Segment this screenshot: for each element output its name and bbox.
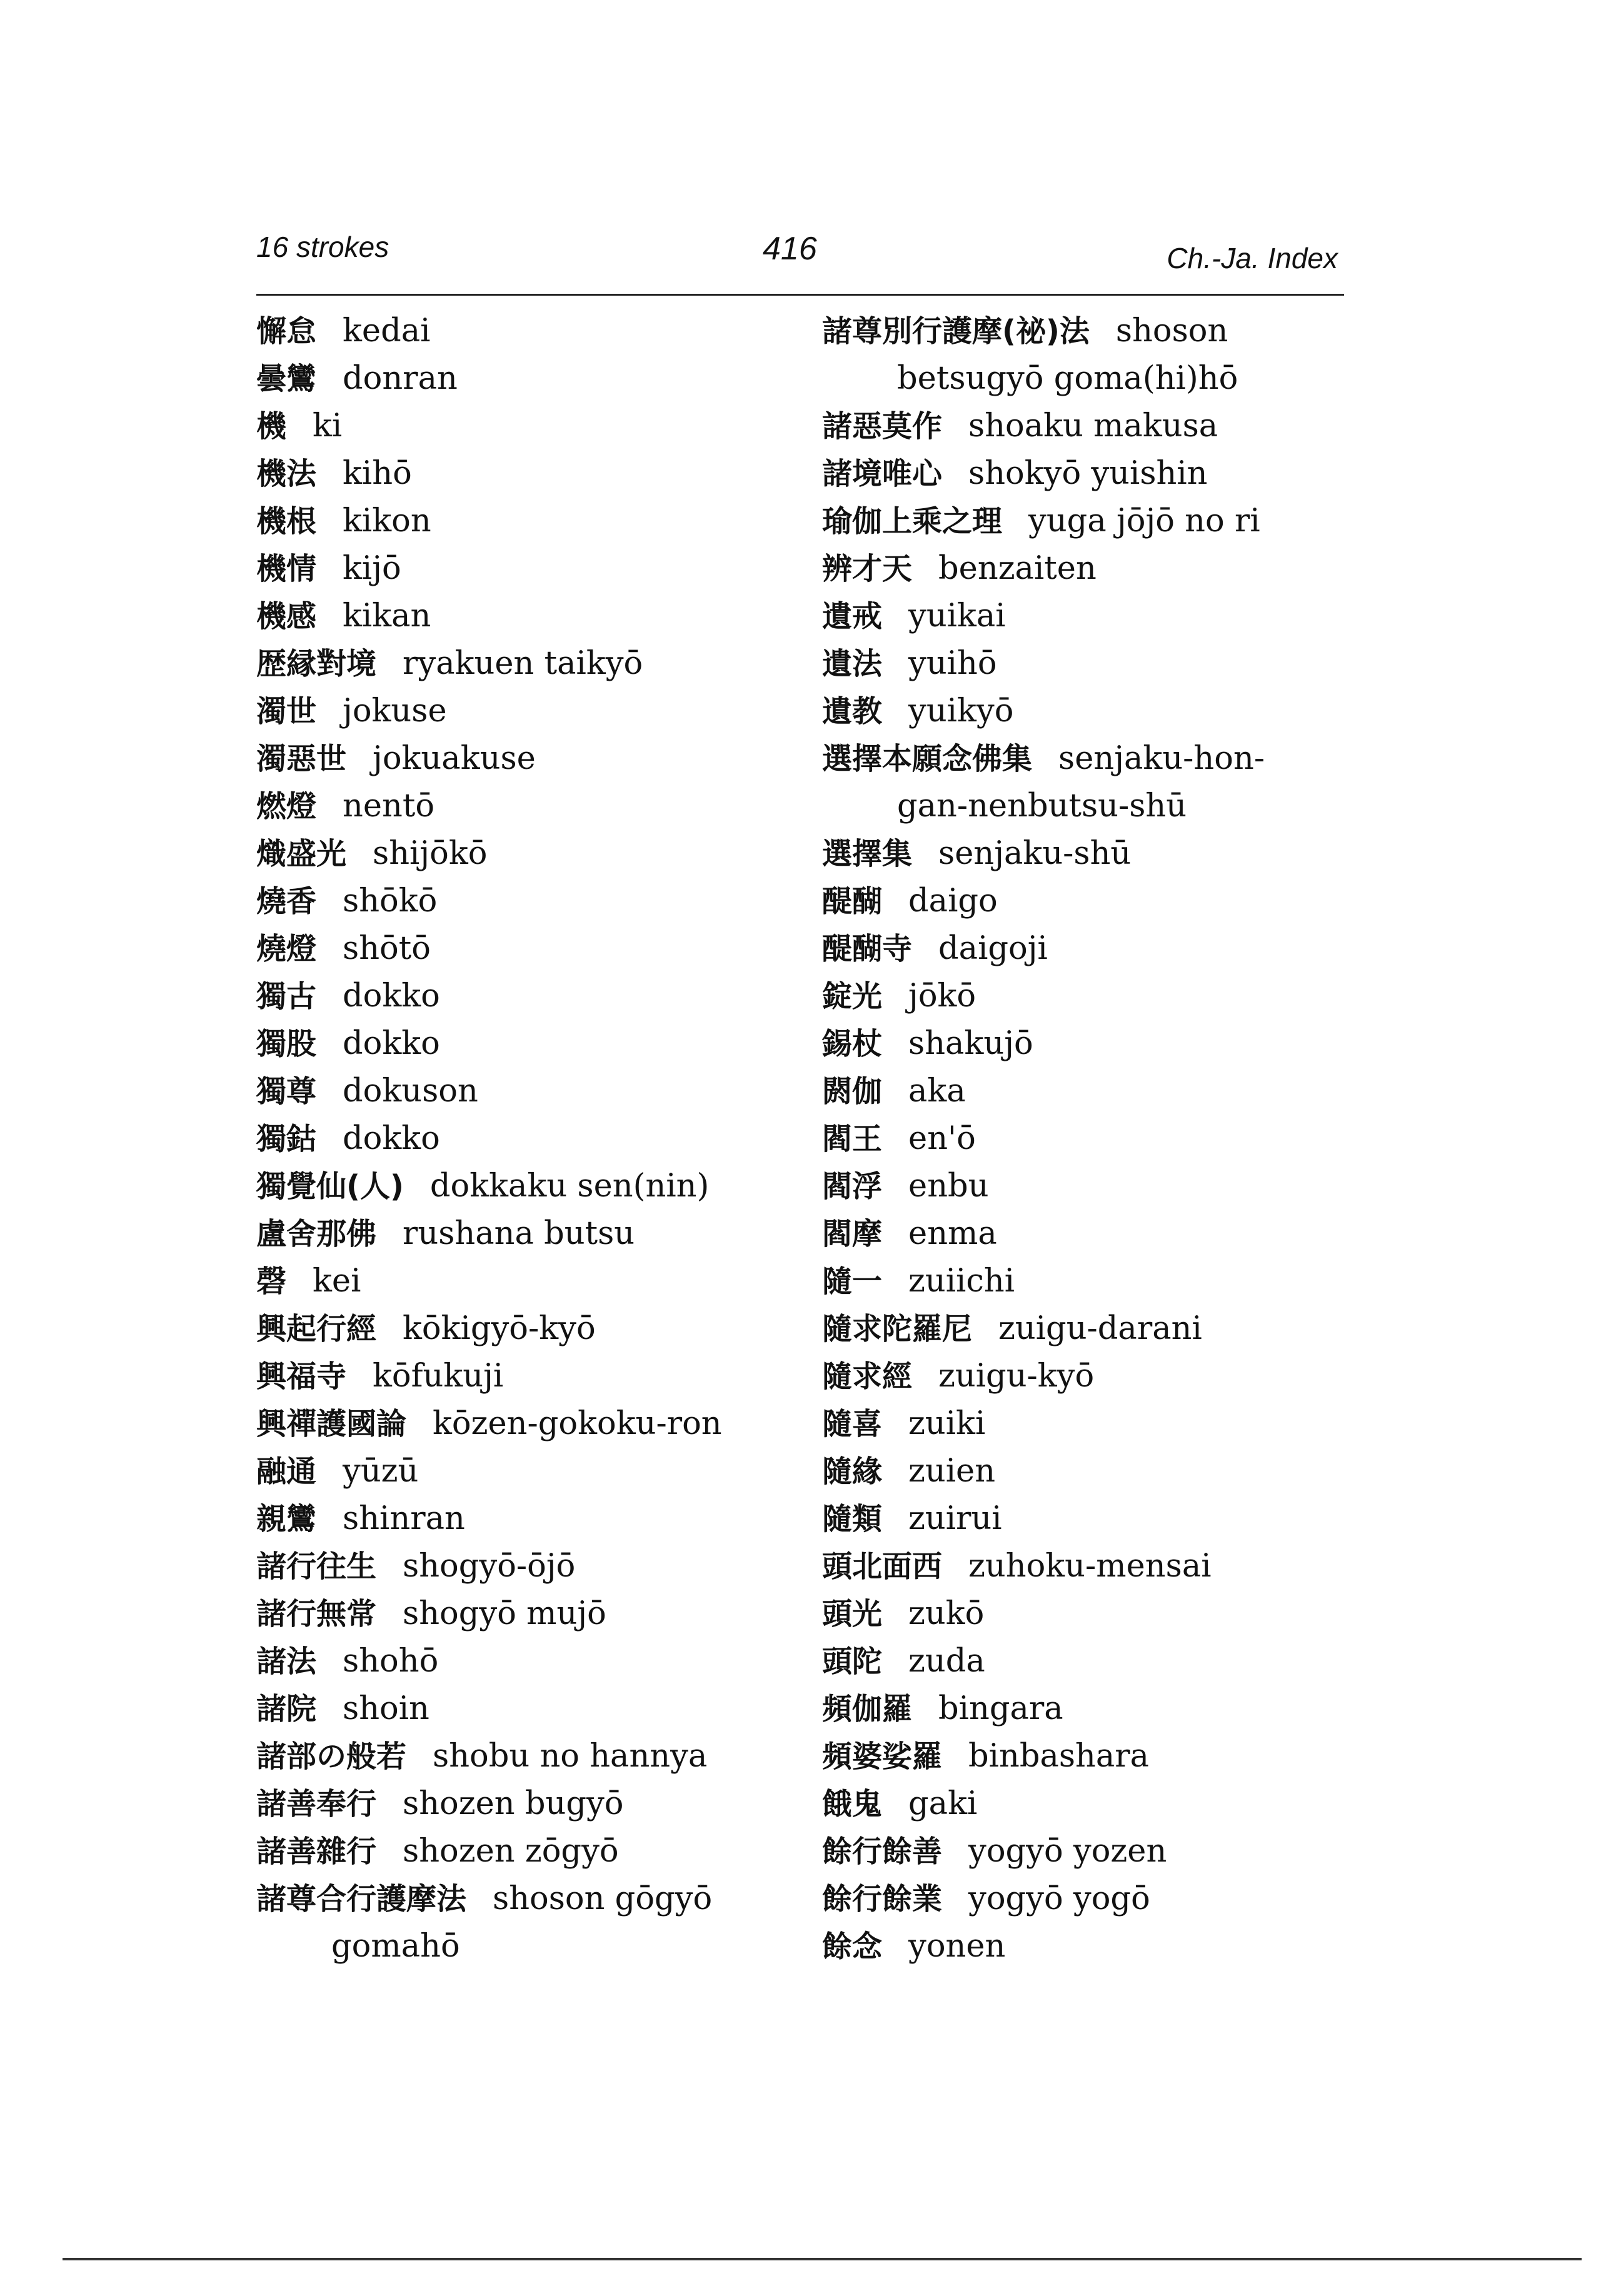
entry-kanji: 興禪護國論 xyxy=(256,1406,407,1441)
entry-kanji: 諸院 xyxy=(256,1692,317,1727)
index-entry xyxy=(256,973,819,1020)
index-entry xyxy=(256,1638,819,1685)
entry-kanji: 燒燈 xyxy=(256,931,317,966)
entry-romaji: shozen bugyō xyxy=(403,1785,624,1822)
header-index-title: Ch.-Ja. Index xyxy=(1167,242,1338,274)
entry-kanji: 燒香 xyxy=(256,884,317,919)
index-entry xyxy=(822,1638,1341,1685)
index-entry xyxy=(822,1495,1341,1543)
entry-kanji: 諸善奉行 xyxy=(256,1787,377,1822)
entry-kanji: 歴縁對境 xyxy=(256,646,377,681)
entry-romaji: shoaku makusa xyxy=(968,408,1218,444)
index-entry xyxy=(822,1875,1341,1923)
index-entry xyxy=(822,1685,1341,1733)
entry-romaji: kōfukuji xyxy=(373,1358,504,1395)
index-entry xyxy=(256,403,819,450)
entry-kanji: 閻摩 xyxy=(822,1216,883,1251)
index-entry xyxy=(256,1163,819,1210)
index-entry xyxy=(256,1590,819,1638)
entry-romaji: daigo xyxy=(908,883,998,920)
entry-kanji: 餘行餘業 xyxy=(822,1882,943,1917)
entry-kanji: 選擇集 xyxy=(822,836,913,871)
entry-romaji: shōkō xyxy=(343,883,438,920)
entry-kanji: 隨喜 xyxy=(822,1406,883,1441)
entry-kanji: 遺法 xyxy=(822,646,883,681)
entry-kanji: 醍醐寺 xyxy=(822,931,913,966)
index-entry xyxy=(822,1733,1341,1780)
index-entry xyxy=(256,1733,819,1780)
entry-romaji: shakujō xyxy=(908,1025,1033,1062)
entry-kanji: 親鸞 xyxy=(256,1501,317,1537)
entry-romaji: yonen xyxy=(908,1928,1006,1965)
index-entry xyxy=(822,735,1341,783)
entry-kanji: 興福寺 xyxy=(256,1359,347,1394)
entry-kanji: 燃燈 xyxy=(256,789,317,824)
entry-romaji: shijōkō xyxy=(373,835,488,872)
index-entry xyxy=(822,1400,1341,1448)
entry-kanji: 頭陀 xyxy=(822,1644,883,1679)
entry-kanji: 錠光 xyxy=(822,979,883,1014)
header-rule xyxy=(256,294,1344,296)
entry-romaji: kihō xyxy=(343,455,412,492)
index-entry xyxy=(256,593,819,640)
page-number: 416 xyxy=(763,231,817,267)
index-entry xyxy=(256,1828,819,1875)
entry-romaji: benzaiten xyxy=(938,550,1097,587)
entry-kanji: 隨求陀羅尼 xyxy=(822,1311,973,1346)
entry-romaji: zuigu-kyō xyxy=(938,1358,1095,1395)
index-entry xyxy=(822,498,1341,545)
entry-romaji: shohō xyxy=(343,1643,439,1680)
entry-romaji: zuda xyxy=(908,1643,985,1680)
entry-kanji: 頻婆娑羅 xyxy=(822,1739,943,1774)
entry-romaji: zuigu-darani xyxy=(998,1310,1202,1347)
entry-kanji: 諸行往生 xyxy=(256,1549,377,1584)
entry-romaji: gaki xyxy=(908,1785,978,1822)
entry-romaji: shinran xyxy=(343,1500,465,1537)
entry-romaji: yuihō xyxy=(908,645,997,682)
index-entry xyxy=(822,973,1341,1020)
entry-romaji: shogyō mujō xyxy=(403,1595,606,1632)
entry-romaji: shogyō-ōjō xyxy=(403,1548,576,1585)
entry-romaji: kikan xyxy=(343,598,431,634)
entry-romaji: jōkō xyxy=(908,978,976,1015)
entry-kanji: 諸行無常 xyxy=(256,1597,377,1632)
entry-romaji: shobu no hannya xyxy=(433,1738,708,1775)
entry-kanji: 隨一 xyxy=(822,1264,883,1299)
index-entry xyxy=(256,1448,819,1495)
entry-kanji: 瑜伽上乘之理 xyxy=(822,504,1003,539)
index-entry xyxy=(822,1353,1341,1400)
entry-romaji: zuien xyxy=(908,1453,996,1490)
index-entry xyxy=(256,1400,819,1448)
index-entry xyxy=(822,1305,1341,1353)
entry-kanji: 獨覺仙(人) xyxy=(256,1169,404,1204)
index-entry xyxy=(822,830,1341,878)
index-entry xyxy=(256,1780,819,1828)
entry-kanji: 機法 xyxy=(256,456,317,491)
entry-kanji: 諸惡莫作 xyxy=(822,409,943,444)
entry-kanji: 遺教 xyxy=(822,694,883,729)
entry-romaji: zuiki xyxy=(908,1405,986,1442)
entry-kanji: 融通 xyxy=(256,1454,317,1489)
entry-kanji: 閻王 xyxy=(822,1121,883,1156)
running-header xyxy=(256,230,1338,286)
entry-kanji: 諸尊合行護摩法 xyxy=(256,1882,467,1917)
index-entry xyxy=(822,545,1341,593)
index-column-left xyxy=(256,308,819,1970)
entry-romaji: yogyō yozen xyxy=(968,1833,1167,1870)
entry-kanji: 獨股 xyxy=(256,1026,317,1061)
entry-kanji: 機感 xyxy=(256,599,317,634)
index-entry xyxy=(822,1210,1341,1258)
index-entry xyxy=(822,1068,1341,1115)
entry-kanji: 獨鈷 xyxy=(256,1121,317,1156)
index-entry xyxy=(256,1543,819,1590)
index-entry xyxy=(256,1353,819,1400)
entry-romaji: enma xyxy=(908,1215,997,1252)
entry-romaji: zuirui xyxy=(908,1500,1002,1537)
index-entry xyxy=(822,1923,1341,1970)
index-entry xyxy=(256,1875,819,1923)
index-entry xyxy=(256,1305,819,1353)
entry-romaji: shozen zōgyō xyxy=(403,1833,619,1870)
entry-romaji: ki xyxy=(313,408,343,444)
index-entry xyxy=(256,1495,819,1543)
entry-kanji: 磬 xyxy=(256,1264,287,1299)
index-entry xyxy=(822,1020,1341,1068)
index-entry xyxy=(256,688,819,735)
entry-kanji: 興起行經 xyxy=(256,1311,377,1346)
entry-romaji: enbu xyxy=(908,1168,989,1205)
entry-kanji: 濁世 xyxy=(256,694,317,729)
index-entry xyxy=(256,640,819,688)
entry-kanji: 曇鸞 xyxy=(256,361,317,396)
index-entry xyxy=(822,1828,1341,1875)
entry-romaji: jokuakuse xyxy=(373,740,536,777)
index-entry xyxy=(822,1543,1341,1590)
entry-romaji: bingara xyxy=(938,1690,1063,1727)
entry-kanji: 閻浮 xyxy=(822,1169,883,1204)
index-entry xyxy=(822,878,1341,925)
entry-kanji: 諸尊別行護摩(祕)法 xyxy=(822,314,1090,349)
entry-kanji: 機情 xyxy=(256,551,317,586)
entry-romaji: en'ō xyxy=(908,1120,976,1157)
index-entry xyxy=(256,1068,819,1115)
index-entry xyxy=(256,1210,819,1258)
entry-romaji: ryakuen taikyō xyxy=(403,645,643,682)
index-entry xyxy=(822,640,1341,688)
entry-kanji: 餓鬼 xyxy=(822,1787,883,1822)
entry-kanji: 諸法 xyxy=(256,1644,317,1679)
index-entry xyxy=(256,545,819,593)
footer-rule xyxy=(63,2258,1582,2260)
entry-romaji: shokyō yuishin xyxy=(968,455,1208,492)
entry-romaji-continuation: gan-nenbutsu-shū xyxy=(897,788,1187,825)
index-entry xyxy=(822,308,1341,355)
index-entry xyxy=(822,1780,1341,1828)
entry-romaji: kijō xyxy=(343,550,401,587)
entry-romaji: shoin xyxy=(343,1690,429,1727)
entry-romaji: kikon xyxy=(343,503,431,539)
index-entry xyxy=(256,450,819,498)
entry-romaji: shōtō xyxy=(343,930,431,967)
index-entry xyxy=(256,735,819,783)
entry-kanji: 機 xyxy=(256,409,287,444)
entry-romaji: yogyō yogō xyxy=(968,1880,1150,1917)
entry-romaji: kedai xyxy=(343,313,431,349)
entry-romaji: senjaku-shū xyxy=(938,835,1132,872)
entry-kanji: 選擇本願念佛集 xyxy=(822,741,1033,776)
entry-kanji: 頻伽羅 xyxy=(822,1692,913,1727)
entry-romaji: yuikai xyxy=(908,598,1006,634)
entry-romaji: dokkaku sen(nin) xyxy=(429,1168,710,1205)
entry-kanji: 隨緣 xyxy=(822,1454,883,1489)
entry-kanji: 頭北面西 xyxy=(822,1549,943,1584)
index-entry xyxy=(822,688,1341,735)
index-entry xyxy=(256,355,819,403)
index-entry xyxy=(256,1258,819,1305)
entry-kanji: 獨古 xyxy=(256,979,317,1014)
index-entry xyxy=(822,593,1341,640)
index-entry xyxy=(822,450,1341,498)
index-entry xyxy=(256,1020,819,1068)
entry-romaji: zukō xyxy=(908,1595,985,1632)
entry-romaji: binbashara xyxy=(968,1738,1150,1775)
entry-romaji: senjaku-hon- xyxy=(1058,740,1265,777)
index-entry xyxy=(256,1115,819,1163)
index-entry xyxy=(256,498,819,545)
entry-romaji: daigoji xyxy=(938,930,1048,967)
index-entry xyxy=(822,1163,1341,1210)
header-section-label: 16 strokes xyxy=(256,231,389,263)
entry-kanji: 盧舍那佛 xyxy=(256,1216,377,1251)
entry-romaji: yuga jōjō no ri xyxy=(1028,503,1260,539)
entry-kanji: 隨類 xyxy=(822,1501,883,1537)
entry-romaji: aka xyxy=(908,1073,966,1110)
entry-romaji: rushana butsu xyxy=(403,1215,635,1252)
entry-kanji: 諸部の般若 xyxy=(256,1739,407,1774)
entry-kanji: 錫杖 xyxy=(822,1026,883,1061)
index-entry xyxy=(256,925,819,973)
index-entry xyxy=(822,1115,1341,1163)
index-entry xyxy=(822,1590,1341,1638)
entry-romaji: donran xyxy=(343,360,458,397)
index-entry xyxy=(822,1448,1341,1495)
entry-kanji: 隨求經 xyxy=(822,1359,913,1394)
entry-kanji: 熾盛光 xyxy=(256,836,347,871)
entry-romaji: kei xyxy=(313,1263,361,1300)
entry-kanji: 餘念 xyxy=(822,1929,883,1964)
index-entry xyxy=(256,830,819,878)
entry-kanji: 閼伽 xyxy=(822,1074,883,1109)
index-entry xyxy=(256,308,819,355)
entry-kanji: 餘行餘善 xyxy=(822,1834,943,1869)
entry-kanji: 機根 xyxy=(256,504,317,539)
entry-kanji: 頭光 xyxy=(822,1597,883,1632)
entry-romaji: dokko xyxy=(343,1120,440,1157)
entry-romaji: nentō xyxy=(343,788,435,825)
entry-kanji: 懈怠 xyxy=(256,314,317,349)
entry-romaji: jokuse xyxy=(343,693,447,729)
entry-romaji: zuhoku-mensai xyxy=(968,1548,1212,1585)
entry-kanji: 濁惡世 xyxy=(256,741,347,776)
entry-kanji: 諸善雜行 xyxy=(256,1834,377,1869)
entry-kanji: 遺戒 xyxy=(822,599,883,634)
entry-romaji-continuation: gomahō xyxy=(331,1928,460,1965)
entry-romaji: shoson gōgyō xyxy=(493,1880,713,1917)
entry-romaji: shoson xyxy=(1115,313,1228,349)
entry-romaji: kōzen-gokoku-ron xyxy=(433,1405,722,1442)
entry-romaji: kōkigyō-kyō xyxy=(403,1310,596,1347)
entry-romaji: dokko xyxy=(343,1025,440,1062)
entry-romaji: yūzū xyxy=(343,1453,419,1490)
index-entry xyxy=(822,1258,1341,1305)
index-entry xyxy=(822,925,1341,973)
entry-romaji: dokko xyxy=(343,978,440,1015)
index-column-right xyxy=(822,308,1341,1970)
entry-kanji: 諸境唯心 xyxy=(822,456,943,491)
entry-kanji: 獨尊 xyxy=(256,1074,317,1109)
index-entry xyxy=(256,783,819,830)
entry-kanji: 辨才天 xyxy=(822,551,913,586)
index-entry xyxy=(256,878,819,925)
index-entry xyxy=(822,403,1341,450)
entry-romaji-continuation: betsugyō goma(hi)hō xyxy=(897,360,1238,397)
entry-romaji: dokuson xyxy=(343,1073,478,1110)
entry-kanji: 醍醐 xyxy=(822,884,883,919)
index-entry xyxy=(256,1685,819,1733)
entry-romaji: yuikyō xyxy=(908,693,1014,729)
entry-romaji: zuiichi xyxy=(908,1263,1015,1300)
